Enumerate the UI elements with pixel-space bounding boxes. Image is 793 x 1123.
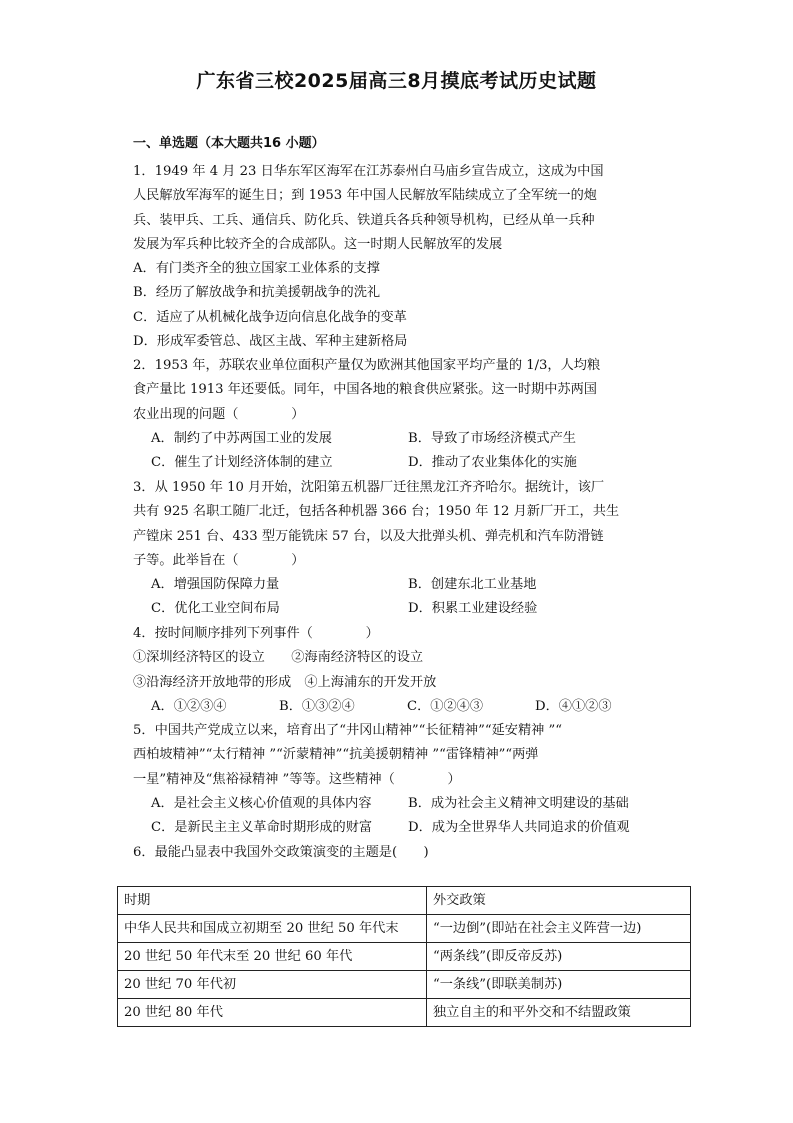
question-5-line: 5．中国共产党成立以来，培育出了“井冈山精神”“长征精神”“延安精神 ”“: [133, 723, 563, 738]
question-2-line: 2．1953 年，苏联农业单位面积产量仅为欧洲其他国家平均产量的 1/3，人均粮: [133, 358, 601, 373]
question-2-option-d: D．推动了农业集体化的实施: [408, 455, 577, 471]
question-4-option-c: C．①②④③: [407, 698, 484, 714]
table-cell-period: 20 世纪 70 年代初: [118, 971, 427, 999]
question-5-option-c: C．是新民主主义革命时期形成的财富: [151, 820, 373, 836]
question-3-options-row: [133, 597, 671, 621]
question-2-options-row: [133, 427, 671, 451]
question-1: [133, 160, 671, 354]
table-cell-period: 20 世纪 80 年代: [118, 999, 427, 1027]
table-cell-policy: “一条线”(即联美制苏): [427, 971, 691, 999]
question-4-option-a: A．①②③④: [151, 698, 227, 714]
question-3-line: 子等。此举旨在（ ）: [133, 552, 305, 568]
question-4-option-d: D．④①②③: [535, 698, 612, 714]
question-1-option-d: D．形成军委管总、战区主战、军种主建新格局: [133, 334, 408, 350]
table-row: [118, 971, 691, 999]
table-header-policy: 外交政策: [427, 887, 691, 915]
question-4-options-row: [133, 695, 671, 719]
question-5-option-b: B．成为社会主义精神文明建设的基础: [408, 795, 629, 811]
question-5: [133, 719, 671, 840]
question-1-option-b: B．经历了解放战争和抗美援朝战争的洗礼: [133, 285, 381, 301]
table-cell-period: 中华人民共和国成立初期至 20 世纪 50 年代末: [118, 915, 427, 943]
question-6-line: 6．最能凸显表中我国外交政策演变的主题是( ): [133, 845, 429, 860]
question-1-line: 发展为军兵种比较齐全的合成部队。这一时期人民解放军的发展: [133, 236, 503, 252]
table-cell-period: 20 世纪 50 年代末至 20 世纪 60 年代: [118, 943, 427, 971]
question-2: [133, 354, 671, 475]
question-5-options-row: [133, 816, 671, 840]
question-5-option-d: D．成为全世界华人共同追求的价值观: [408, 820, 630, 836]
section-heading: 一、单选题（本大题共16 小题）: [133, 136, 325, 151]
question-1-line: 人民解放军海军的诞生日；到 1953 年中国人民解放军陆续成立了全军统一的炮: [133, 188, 597, 204]
question-5-options-row: [133, 792, 671, 816]
question-5-option-a: A．是社会主义核心价值观的具体内容: [151, 795, 372, 811]
question-1-line: 兵、装甲兵、工兵、通信兵、防化兵、铁道兵各兵种领导机构，已经从单一兵种: [133, 212, 595, 228]
question-2-options-row: [133, 451, 671, 475]
table-header-period: 时期: [118, 887, 427, 915]
question-2-line: 食产量比 1913 年还要低。同年，中国各地的粮食供应紧张。这一时期中苏两国: [133, 382, 597, 398]
question-3-line: 产镗床 251 台、433 型万能铣床 57 台，以及大批弹头机、弹壳机和汽车防滑链: [133, 528, 604, 544]
question-4-line: ③沿海经济开放地带的形成 ④上海浦东的开发开放: [133, 674, 437, 690]
question-3-option-d: D．积累工业建设经验: [408, 601, 538, 617]
table-cell-policy: 独立自主的和平外交和不结盟政策: [427, 999, 691, 1027]
question-4-line: ①深圳经济特区的设立 ②海南经济特区的设立: [133, 650, 424, 666]
question-4-line: 4．按时间顺序排列下列事件（ ）: [133, 626, 379, 641]
question-3-line: 3．从 1950 年 10 月开始，沈阳第五机器厂迁往黑龙江齐齐哈尔。据统计，该厂: [133, 480, 605, 495]
question-1-option-c: C．适应了从机械化战争迈向信息化战争的变革: [133, 309, 407, 325]
question-2-line: 农业出现的问题（ ）: [133, 406, 305, 422]
question-3-options-row: [133, 573, 671, 597]
question-1-option-a: A．有门类齐全的独立国家工业体系的支撑: [133, 261, 380, 277]
question-3-option-b: B．创建东北工业基地: [408, 577, 537, 593]
page-title: 广东省三校2025届高三8月摸底考试历史试题: [196, 70, 597, 92]
question-4-option-b: B．①③②④: [279, 698, 355, 714]
question-5-line: 一星”精神及“焦裕禄精神 ”等等。这些精神（ ）: [133, 771, 461, 787]
foreign-policy-table: [117, 886, 691, 1027]
question-1-line: 1．1949 年 4 月 23 日华东军区海军在江苏泰州白马庙乡宣告成立，这成为中国: [133, 164, 604, 179]
table-row: [118, 943, 691, 971]
question-3-option-a: A．增强国防保障力量: [151, 577, 280, 593]
table-row: [118, 999, 691, 1027]
question-5-line: 西柏坡精神”“太行精神 ”“沂蒙精神”“抗美援朝精神 ”“雷锋精神”“两弹: [133, 747, 539, 763]
question-2-option-c: C．催生了计划经济体制的建立: [151, 455, 333, 471]
table-row: [118, 915, 691, 943]
table-cell-policy: “一边倒”(即站在社会主义阵营一边): [427, 915, 691, 943]
question-3: [133, 476, 671, 622]
question-2-option-a: A．制约了中苏两国工业的发展: [151, 430, 332, 446]
table-cell-policy: “两条线”(即反帝反苏): [427, 943, 691, 971]
question-2-option-b: B．导致了市场经济模式产生: [408, 430, 576, 446]
question-3-line: 共有 925 名职工随厂北迁，包括各种机器 366 台；1950 年 12 月新厂开工，共生: [133, 504, 620, 520]
question-3-option-c: C．优化工业空间布局: [151, 601, 280, 617]
question-6: [133, 841, 671, 865]
question-4: [133, 622, 671, 719]
table-header-row: [118, 887, 691, 915]
